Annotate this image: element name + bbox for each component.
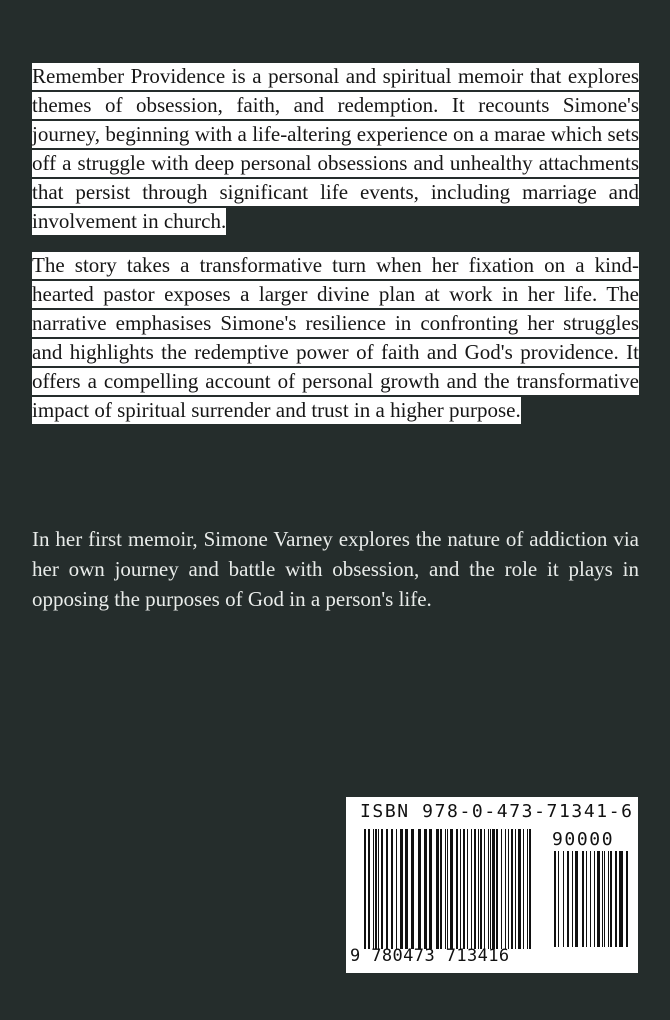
barcode-bar <box>386 829 388 949</box>
addon-barcode-bar <box>602 851 603 947</box>
barcode-bar <box>396 829 397 949</box>
barcode-bar <box>508 829 509 949</box>
barcode-bar <box>405 829 408 949</box>
addon-barcode-bar <box>575 851 578 947</box>
barcode-bar <box>400 829 403 949</box>
addon-barcode-bar <box>567 851 569 947</box>
barcode-bar <box>478 829 479 949</box>
main-barcode-bars <box>364 829 531 949</box>
barcode-bar <box>436 829 439 949</box>
addon-barcode-bar <box>572 851 573 947</box>
barcode-bar <box>488 829 489 949</box>
barcode-bar <box>492 829 495 949</box>
barcode-bar <box>381 829 383 949</box>
isbn-label: ISBN 978-0-473-71341-6 <box>360 801 634 822</box>
addon-barcode-bar <box>586 851 587 947</box>
barcode-bar <box>467 829 468 949</box>
barcode-bar <box>411 829 414 949</box>
barcode-bar <box>463 829 465 949</box>
addon-barcode-bar <box>554 851 556 947</box>
barcode-bar <box>490 829 491 949</box>
barcode-digits: 9 780473 713416 <box>350 946 510 966</box>
addon-barcode-bar <box>604 851 605 947</box>
barcode-bar <box>523 829 524 949</box>
barcode-bar <box>501 829 502 949</box>
barcode-bar <box>375 829 377 949</box>
addon-barcode-bar <box>615 851 617 947</box>
barcode-bar <box>484 829 485 949</box>
blurb-paragraph-1-text: Remember Providence is a personal and spiritual memoir that explores themes of obsession, faith, and redemption. It recounts Simone's journey, beginning with a life-altering experience on a marae which sets off a struggle with deep personal obsessions and unhealthy attachments that persist through significant life events, including marriage and involvement in church. <box>32 64 639 233</box>
addon-barcode-bar <box>619 851 623 947</box>
barcode-bar <box>518 829 521 949</box>
addon-barcode-bar <box>608 851 609 947</box>
barcode-bar <box>450 829 453 949</box>
price-addon-label: 90000 <box>552 829 615 850</box>
barcode-bar <box>460 829 461 949</box>
barcode-bar <box>418 829 421 949</box>
barcode-bar <box>391 829 393 949</box>
barcode-bar <box>527 829 528 949</box>
barcode-bar <box>447 829 448 949</box>
barcode-bar <box>424 829 427 949</box>
blurb-paragraph-2 <box>32 251 639 425</box>
addon-barcode-bar <box>597 851 600 947</box>
barcode-bar <box>515 829 516 949</box>
barcode-bar <box>364 829 366 949</box>
barcode-bar <box>440 829 442 949</box>
barcode-bar <box>378 829 379 949</box>
blurb-paragraph-1 <box>32 62 639 236</box>
addon-barcode-bar <box>594 851 595 947</box>
barcode-bar <box>529 829 531 949</box>
addon-barcode-bar <box>582 851 584 947</box>
addon-barcode-bar <box>610 851 612 947</box>
isbn-barcode <box>346 797 638 973</box>
barcode-bar <box>456 829 458 949</box>
barcode-bar <box>496 829 498 949</box>
addon-barcode-bar <box>590 851 591 947</box>
addon-barcode-bars <box>554 851 628 947</box>
barcode-bar <box>505 829 506 949</box>
barcode-bar <box>511 829 513 949</box>
barcode-bar <box>445 829 446 949</box>
barcode-bar <box>429 829 432 949</box>
addon-barcode-bar <box>626 851 628 947</box>
addon-barcode-bar <box>563 851 564 947</box>
barcode-bar <box>480 829 482 949</box>
addon-barcode-bar <box>558 851 559 947</box>
author-tagline: In her first memoir, Simone Varney explores the nature of addiction via her own journey and battle with obsession, and the role it plays in opposing the purposes of God in a person's life. <box>32 527 639 611</box>
barcode-bar <box>471 829 472 949</box>
barcode-bar <box>373 829 374 949</box>
blurb-paragraph-2-text: The story takes a transformative turn when her fixation on a kind-hearted pastor exposes a larger divine plan at work in her life. The narrative emphasises Simone's resilience in confronting her struggles and highlights the redemptive power of faith and God's providence. It offers a compelling account of personal growth and the transformative impact of spiritual surrender and trust in a higher purpose. <box>32 253 639 422</box>
barcode-bar <box>474 829 476 949</box>
barcode-bar <box>368 829 370 949</box>
